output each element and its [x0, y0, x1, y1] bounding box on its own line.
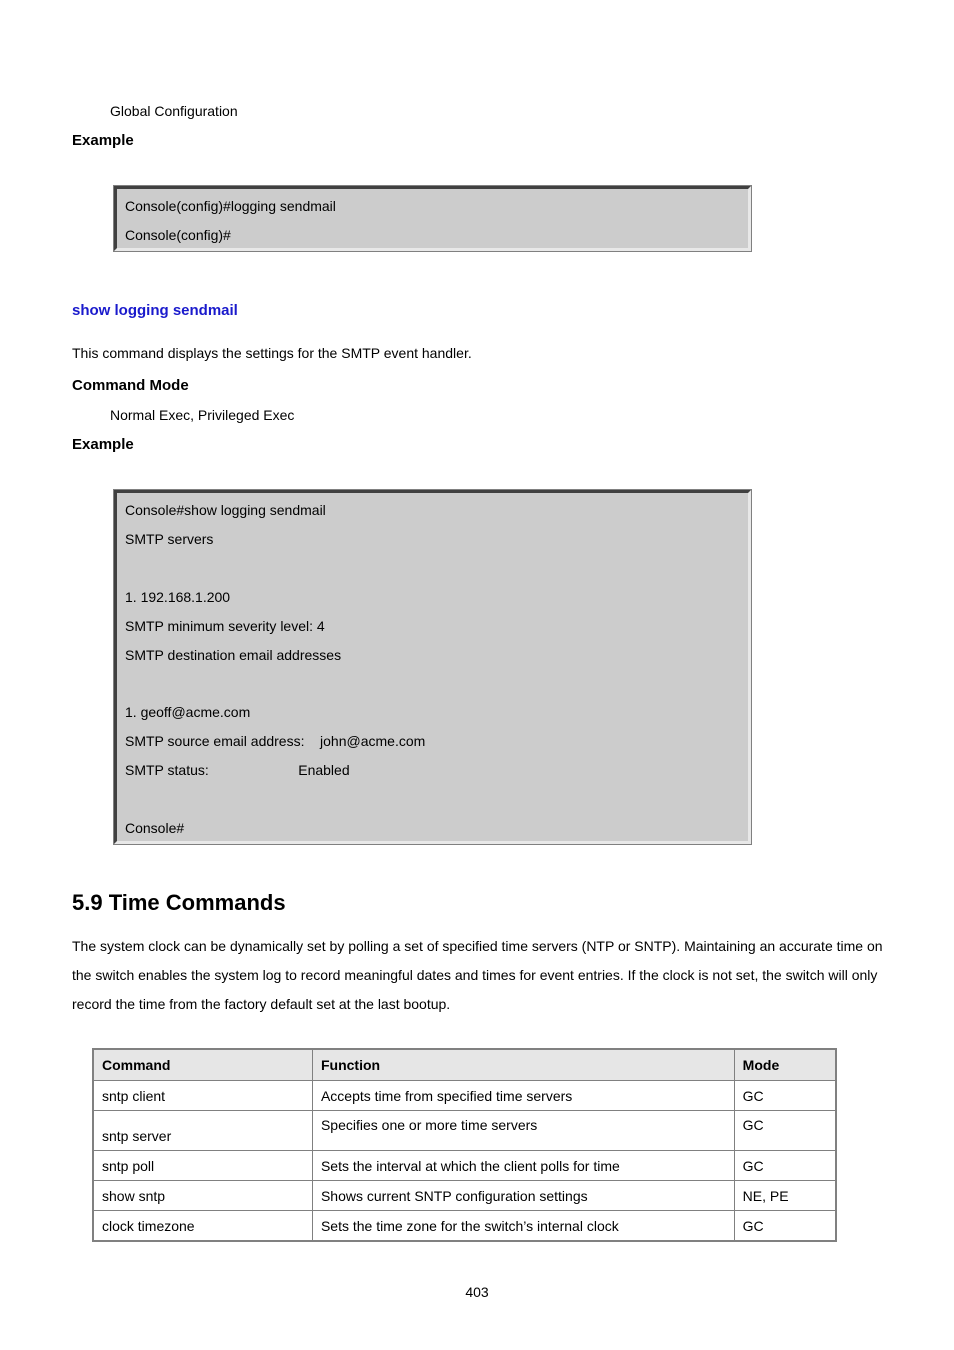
table-cell: Specifies one or more time servers	[312, 1111, 734, 1151]
console-line: SMTP destination email addresses	[125, 647, 342, 663]
table-row	[93, 1081, 836, 1111]
console-line: SMTP minimum severity level: 4	[125, 618, 325, 634]
console-line: SMTP servers	[125, 531, 214, 547]
section-title: 5.9 Time Commands	[72, 890, 286, 915]
table-header-row	[93, 1049, 836, 1081]
table-cell: GC	[734, 1081, 836, 1111]
command-description: This command displays the settings for the SMTP event handler.	[72, 345, 472, 361]
console-example-2	[114, 490, 751, 844]
table-row	[93, 1181, 836, 1211]
table-header: Mode	[734, 1049, 836, 1081]
console-line: Console(config)#	[125, 227, 231, 243]
commands-table	[92, 1048, 837, 1242]
console-line: Console(config)#logging sendmail	[125, 198, 336, 214]
table-cell: GC	[734, 1151, 836, 1181]
console-line: 1. 192.168.1.200	[125, 589, 231, 605]
table-cell: show sntp	[93, 1181, 312, 1211]
console-line: SMTP status: Enabled	[125, 762, 350, 778]
table-row	[93, 1211, 836, 1242]
table-cell: sntp server	[93, 1111, 312, 1151]
table-cell: NE, PE	[734, 1181, 836, 1211]
table-cell: sntp client	[93, 1081, 312, 1111]
table-header: Command	[93, 1049, 312, 1081]
table-cell: GC	[734, 1111, 836, 1151]
table-cell: Sets the interval at which the client polls for time	[312, 1151, 734, 1181]
example-heading: Example	[72, 132, 134, 149]
table-cell: GC	[734, 1211, 836, 1242]
console-line: SMTP source email address: john@acme.com	[125, 733, 426, 749]
table-cell: clock timezone	[93, 1211, 312, 1242]
table-row	[93, 1151, 836, 1181]
command-mode-value-top: Global Configuration	[110, 103, 238, 119]
example-heading: Example	[72, 436, 134, 453]
table-header: Function	[312, 1049, 734, 1081]
table-cell: Accepts time from specified time servers	[312, 1081, 734, 1111]
console-line: Console#	[125, 820, 185, 836]
console-line: Console#show logging sendmail	[125, 502, 326, 518]
table-cell: Shows current SNTP configuration settings	[312, 1181, 734, 1211]
table-cell: sntp poll	[93, 1151, 312, 1181]
table-cell: Sets the time zone for the switch’s internal clock	[312, 1211, 734, 1242]
section-body: The system clock can be dynamically set by polling a set of specified time servers (NTP or SNTP). Maintaining an accurate time on the switch enables the system log to record meaningful dates and times for event entries. If the clock is not set, the switch will only record the time from the factory default set at the last bootup.	[72, 938, 883, 1012]
page-number: 403	[465, 1284, 489, 1300]
command-mode-heading: Command Mode	[72, 377, 189, 394]
console-line: 1. geoff@acme.com	[125, 704, 251, 720]
command-mode-value: Normal Exec, Privileged Exec	[110, 407, 295, 423]
table-row	[93, 1111, 836, 1151]
console-example-1	[114, 186, 751, 251]
command-title: show logging sendmail	[72, 302, 238, 319]
